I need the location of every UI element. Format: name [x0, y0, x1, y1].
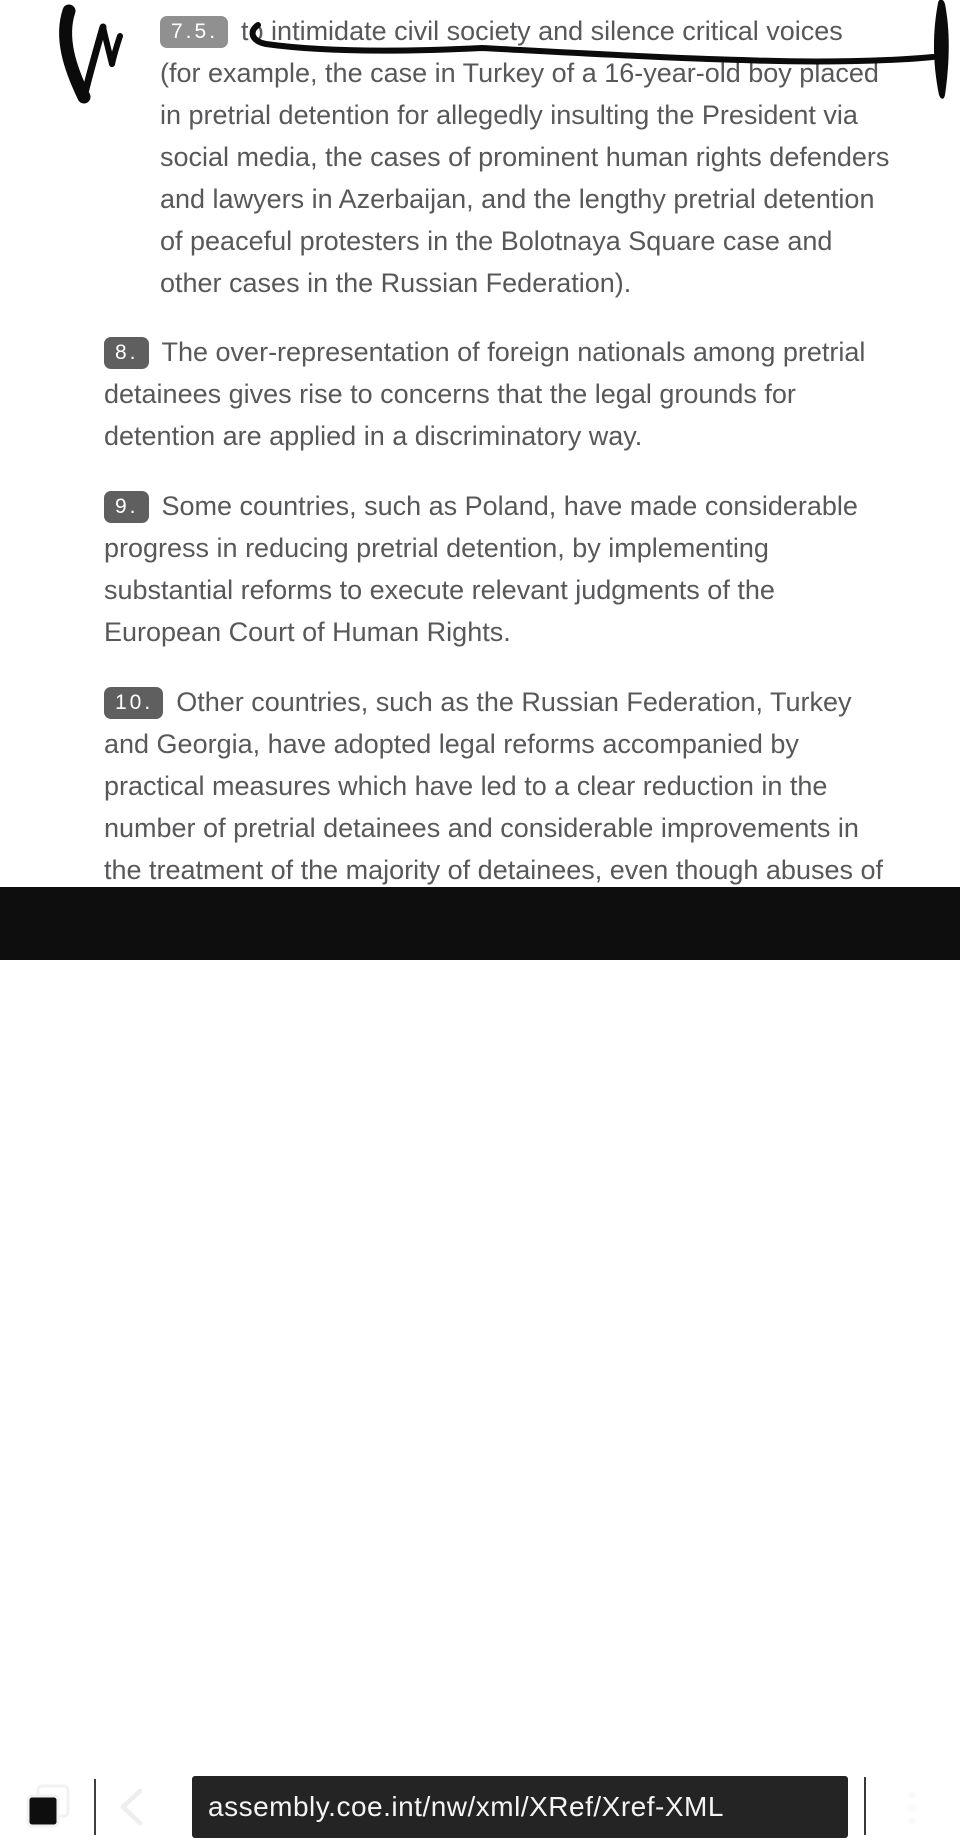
bar-divider [864, 1777, 866, 1835]
paragraph-7-5 [160, 10, 889, 304]
paragraph-first-line [104, 485, 858, 527]
paragraph-line: social media, the cases of prominent human rights defenders [160, 142, 890, 172]
paragraph-line: to intimidate civil society and silence critical voices [241, 16, 843, 46]
tabs-icon[interactable] [16, 1780, 76, 1838]
browser-bottom-bar [0, 887, 960, 1822]
paragraph-first-line [160, 10, 889, 52]
paragraph-line: progress in reducing pretrial detention, by implementing [104, 533, 769, 563]
paragraph-8 [104, 331, 865, 457]
url-text: assembly.coe.int/nw/xml/XRef/Xref-XML [208, 1791, 724, 1822]
back-icon[interactable] [108, 1782, 158, 1832]
paragraph-line: number of pretrial detainees and considerable improvements in [104, 813, 859, 843]
paragraph-line: in pretrial detention for allegedly insulting the President via [160, 100, 858, 130]
paragraph-line: practical measures which have led to a clear reduction in the [104, 771, 828, 801]
paragraph-line: (for example, the case in Turkey of a 16-year-old boy placed [160, 58, 879, 88]
paragraph-line: European Court of Human Rights. [104, 617, 511, 647]
paragraph-line: The over-representation of foreign nationals among pretrial [161, 337, 866, 367]
paragraph-9 [104, 485, 858, 653]
paragraph-first-line [104, 331, 865, 373]
paragraph-line: detainees gives rise to concerns that the legal grounds for [104, 379, 796, 409]
paragraph-line: substantial reforms to execute relevant judgments of the [104, 575, 775, 605]
paragraph-line: the treatment of the majority of detainees, even though abuses of [104, 855, 883, 885]
paragraph-number-badge[interactable]: 10. [104, 687, 163, 719]
paragraph-line: Other countries, such as the Russian Federation, Turkey [176, 687, 852, 717]
paragraph-number-badge[interactable]: 9. [104, 491, 149, 523]
paragraph-line: detention are applied in a discriminatory way. [104, 421, 643, 451]
url-bar[interactable] [192, 1776, 848, 1838]
paragraph-line: and lawyers in Azerbaijan, and the lengthy pretrial detention [160, 184, 875, 214]
paragraph-line: of peaceful protesters in the Bolotnaya Square case and [160, 226, 833, 256]
paragraph-line: and Georgia, have adopted legal reforms accompanied by [104, 729, 799, 759]
bar-divider [94, 1779, 96, 1835]
paragraph-10 [104, 681, 883, 891]
paragraph-line: Some countries, such as Poland, have made considerable [161, 491, 858, 521]
paragraph-number-badge[interactable]: 7.5. [160, 16, 228, 48]
paragraph-line: other cases in the Russian Federation). [160, 268, 632, 298]
menu-icon[interactable] [886, 1778, 938, 1838]
paragraph-number-badge[interactable]: 8. [104, 337, 149, 369]
paragraph-first-line [104, 681, 883, 723]
